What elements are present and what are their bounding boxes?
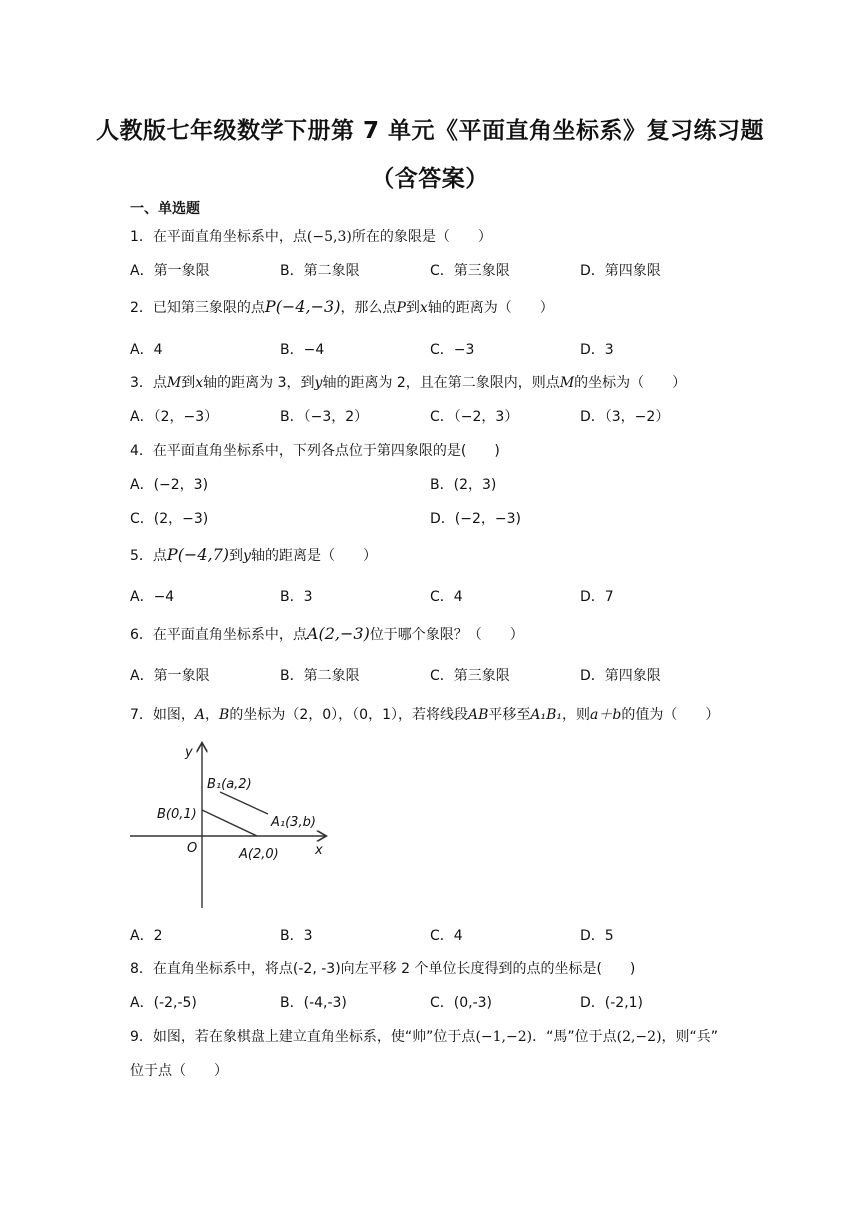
question-9: 9．如图，若在象棋盘上建立直角坐标系，使“帅”位于点(−1,−2)．“馬”位于点(2,−2)，则“兵” [130,1029,719,1045]
q3-option-c: C．（−2，3） [430,409,519,425]
q3-option-d: D．（3，−2） [580,409,670,425]
segment-ab [202,810,257,836]
question-8: 8．在直角坐标系中，将点(-2, -3)向左平移 2 个单位长度得到的点的坐标是( ) [130,961,636,977]
q6-option-a: A．第一象限 [130,668,210,684]
y-axis-label: y [185,745,193,760]
question-7: 7．如图，A，B的坐标为（2，0），（0，1），若将线段AB平移至A₁B₁，则a＋b的值为（ ） [130,707,720,723]
q5-option-a: A．−4 [130,589,175,605]
origin-label: O [187,841,198,856]
q2-option-b: B．−4 [280,342,325,358]
x-axis-label: x [315,843,323,858]
point-a1-label: A₁(3,b) [271,815,316,830]
q3-option-b: B．（−3，2） [280,409,369,425]
q4-option-c: C．(2，−3) [130,511,209,527]
question-3: 3．点M到x轴的距离为 3，到y轴的距离为 2，且在第二象限内，则点M的坐标为（ ） [130,375,687,391]
q7-option-d: D．5 [580,928,614,944]
q7-option-b: B．3 [280,928,313,944]
q1-option-b: B．第二象限 [280,263,360,279]
q5-option-c: C．4 [430,589,463,605]
q2-option-c: C．−3 [430,342,475,358]
question-1: 1．在平面直角坐标系中，点(−5,3)所在的象限是（ ） [130,229,492,245]
q8-option-b: B．(-4,-3) [280,995,347,1011]
q5-option-d: D．7 [580,589,614,605]
q6-option-d: D．第四象限 [580,668,661,684]
q4-option-a: A．(−2，3) [130,477,209,493]
q2-option-d: D．3 [580,342,614,358]
q6-option-c: C．第三象限 [430,668,510,684]
q4-option-d: D．(−2，−3) [430,511,521,527]
q7-coordinate-figure [125,738,345,910]
q8-option-c: C．(0,-3) [430,995,493,1011]
segment-a1b1 [220,792,268,814]
q1-option-a: A．第一象限 [130,263,210,279]
q6-option-b: B．第二象限 [280,668,360,684]
question-9-line-2: 位于点（ ） [130,1063,228,1079]
q5-option-b: B．3 [280,589,313,605]
point-b1-label: B₁(a,2) [207,777,252,792]
q7-option-c: C．4 [430,928,463,944]
q3-option-a: A．（2，−3） [130,409,219,425]
q8-option-d: D．(-2,1) [580,995,644,1011]
q1-option-d: D．第四象限 [580,263,661,279]
point-a-label: A(2,0) [239,847,279,862]
question-4: 4．在平面直角坐标系中，下列各点位于第四象限的是( ) [130,443,500,459]
question-5: 5．点P(−4,7)到y轴的距离是（ ） [130,545,377,564]
question-2: 2．已知第三象限的点P(−4,−3)，那么点P到x轴的距离为（ ） [130,297,554,316]
q1-option-c: C．第三象限 [430,263,510,279]
section-heading: 一、单选题 [130,201,200,217]
question-6: 6．在平面直角坐标系中，点A(2,−3)位于哪个象限？（ ） [130,624,524,643]
point-b-label: B(0,1) [157,807,197,822]
q4-option-b: B．(2，3) [430,477,497,493]
q2-option-a: A．4 [130,342,163,358]
document-subtitle: （含答案） [371,166,489,192]
document-title: 人教版七年级数学下册第 7 单元《平面直角坐标系》复习练习题 [95,118,765,144]
q7-option-a: A．2 [130,928,163,944]
q8-option-a: A．(-2,-5) [130,995,197,1011]
